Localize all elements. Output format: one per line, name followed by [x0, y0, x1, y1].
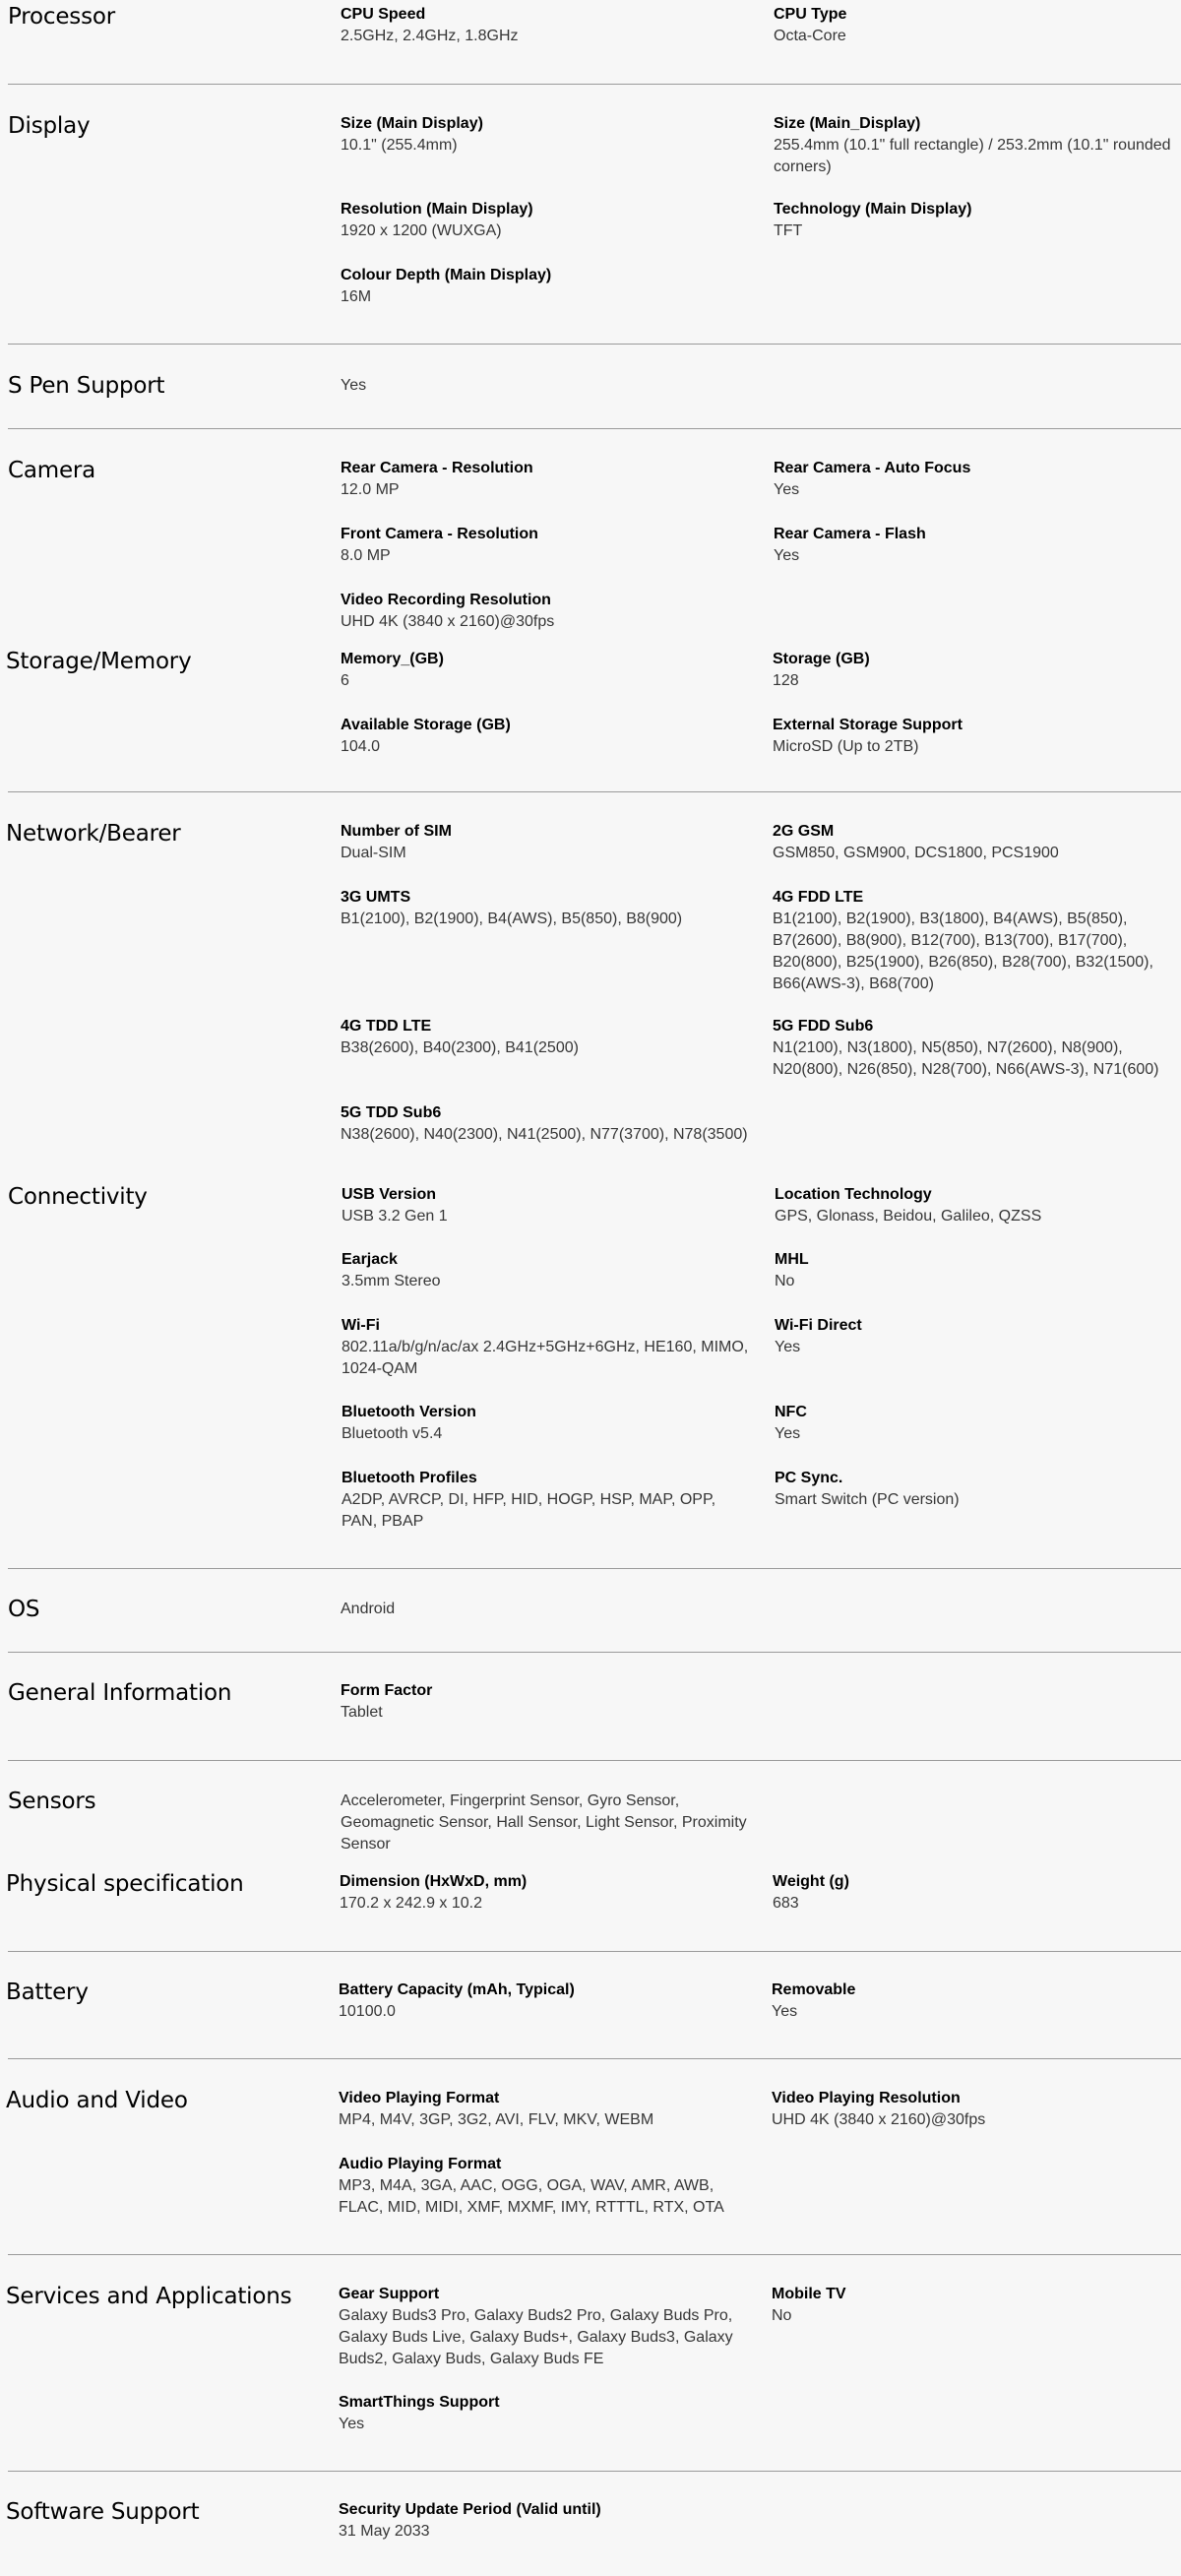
- spec-item: [341, 4, 754, 47]
- spec-item: [341, 524, 754, 567]
- spec-value: Bluetooth v5.4: [342, 1425, 443, 1442]
- spec-label: Battery Capacity (mAh, Typical): [339, 1981, 575, 1998]
- spec-item: [773, 715, 1181, 758]
- spec-item: [341, 1102, 754, 1146]
- section-title: Network/Bearer: [6, 821, 181, 847]
- spec-value: B1(2100), B2(1900), B3(1800), B4(AWS), B5(850), B7(2600), B8(900), B12(700), B13(700), B17(700), B20(800), B25(1900), B26(850), B28(700), B32(1500), B66(AWS-3), B68(700): [773, 911, 1153, 992]
- spec-item: [340, 1871, 753, 1915]
- spec-value: Accelerometer, Fingerprint Sensor, Gyro Sensor, Geomagnetic Sensor, Hall Sensor, Light Sensor, Proximity Sensor: [341, 1792, 747, 1853]
- spec-value: Yes: [775, 1425, 801, 1442]
- spec-value: 3.5mm Stereo: [342, 1273, 441, 1289]
- spec-value: MP3, M4A, 3GA, AAC, OGG, OGA, WAV, AMR, AWB, FLAC, MID, MIDI, XMF, MXMF, IMY, RTTTL, RTX, OTA: [339, 2177, 724, 2216]
- spec-item: [339, 2392, 752, 2435]
- divider: [8, 2254, 1181, 2255]
- spec-item: [339, 2499, 752, 2543]
- spec-label: MHL: [775, 1251, 809, 1268]
- spec-label: Form Factor: [341, 1682, 433, 1699]
- section-title: Battery: [6, 1979, 89, 2005]
- spec-item: [775, 1249, 1181, 1292]
- spec-label: Rear Camera - Auto Focus: [774, 460, 971, 476]
- spec-label: 4G TDD LTE: [341, 1018, 432, 1035]
- spec-label: Front Camera - Resolution: [341, 526, 538, 542]
- spec-label: 5G FDD Sub6: [773, 1018, 874, 1035]
- spec-value: 683: [773, 1895, 799, 1912]
- spec-value: Yes: [775, 1339, 801, 1355]
- spec-item: [775, 1468, 1181, 1511]
- spec-item: [773, 649, 1181, 692]
- section-title: OS: [8, 1597, 40, 1622]
- spec-value: 2.5GHz, 2.4GHz, 1.8GHz: [341, 28, 519, 44]
- spec-label: SmartThings Support: [339, 2394, 500, 2411]
- spec-item: [341, 1599, 754, 1620]
- spec-label: Removable: [772, 1981, 856, 1998]
- spec-value: B1(2100), B2(1900), B4(AWS), B5(850), B8(900): [341, 911, 683, 927]
- spec-label: CPU Speed: [341, 6, 426, 23]
- spec-value: Octa-Core: [774, 28, 846, 44]
- spec-value: Tablet: [341, 1704, 383, 1721]
- spec-value: TFT: [774, 222, 803, 239]
- spec-item: [774, 458, 1181, 501]
- spec-label: Rear Camera - Resolution: [341, 460, 533, 476]
- spec-label: Wi-Fi: [342, 1317, 380, 1334]
- spec-value: Galaxy Buds3 Pro, Galaxy Buds2 Pro, Galaxy Buds Pro, Galaxy Buds Live, Galaxy Buds+, Galaxy Buds3, Galaxy Buds2, Galaxy Buds, Galaxy Buds FE: [339, 2307, 733, 2367]
- spec-item: [341, 1680, 754, 1724]
- spec-value: Smart Switch (PC version): [775, 1491, 960, 1508]
- spec-item: [772, 2284, 1181, 2327]
- spec-item: [339, 2088, 752, 2131]
- spec-label: Video Playing Resolution: [772, 2090, 961, 2106]
- spec-value: 16M: [341, 288, 372, 305]
- section-title: Services and Applications: [6, 2284, 292, 2309]
- divider: [8, 344, 1181, 345]
- spec-label: Size (Main Display): [341, 115, 483, 132]
- spec-value: GPS, Glonass, Beidou, Galileo, QZSS: [775, 1208, 1042, 1225]
- spec-label: Weight (g): [773, 1873, 849, 1890]
- spec-label: Video Recording Resolution: [341, 592, 551, 608]
- section-title: General Information: [8, 1680, 232, 1706]
- divider: [8, 84, 1181, 85]
- spec-value: 255.4mm (10.1" full rectangle) / 253.2mm (10.1" rounded corners): [774, 137, 1171, 175]
- section-title: Connectivity: [8, 1184, 148, 1210]
- spec-value: 104.0: [341, 738, 381, 755]
- spec-item: [341, 887, 754, 930]
- spec-item: [342, 1468, 755, 1533]
- spec-item: [342, 1184, 755, 1227]
- divider: [8, 1568, 1181, 1569]
- section-title: Processor: [8, 4, 115, 30]
- spec-value: B38(2600), B40(2300), B41(2500): [341, 1039, 579, 1056]
- divider: [8, 1951, 1181, 1952]
- spec-value: 170.2 x 242.9 x 10.2: [340, 1895, 482, 1912]
- spec-label: Memory_(GB): [341, 651, 444, 667]
- spec-item: [772, 2088, 1181, 2131]
- divider: [8, 2471, 1181, 2472]
- spec-label: PC Sync.: [775, 1470, 843, 1486]
- spec-item: [339, 2284, 752, 2370]
- spec-label: Available Storage (GB): [341, 717, 511, 733]
- spec-label: Storage (GB): [773, 651, 870, 667]
- spec-item: [774, 199, 1181, 242]
- section-title: Software Support: [6, 2499, 200, 2525]
- spec-value: No: [772, 2307, 792, 2324]
- spec-label: Bluetooth Version: [342, 1404, 476, 1420]
- spec-label: CPU Type: [774, 6, 847, 23]
- spec-value: 31 May 2033: [339, 2523, 430, 2540]
- spec-label: Security Update Period (Valid until): [339, 2501, 601, 2518]
- spec-label: Resolution (Main Display): [341, 201, 533, 218]
- spec-item: [342, 1315, 755, 1380]
- spec-value: MicroSD (Up to 2TB): [773, 738, 919, 755]
- spec-item: [341, 113, 754, 157]
- spec-item: [775, 1402, 1181, 1445]
- spec-label: Gear Support: [339, 2286, 440, 2302]
- spec-value: GSM850, GSM900, DCS1800, PCS1900: [773, 845, 1059, 861]
- spec-value: UHD 4K (3840 x 2160)@30fps: [341, 613, 555, 630]
- spec-item: [341, 715, 754, 758]
- spec-label: Wi-Fi Direct: [775, 1317, 862, 1334]
- spec-label: NFC: [775, 1404, 807, 1420]
- spec-label: Audio Playing Format: [339, 2156, 502, 2172]
- section-title: Sensors: [8, 1789, 96, 1814]
- spec-value: Android: [341, 1601, 396, 1617]
- spec-value: 10100.0: [339, 2003, 396, 2020]
- divider: [8, 428, 1181, 429]
- spec-value: 128: [773, 672, 799, 689]
- spec-item: [341, 375, 754, 397]
- spec-item: [774, 113, 1181, 178]
- spec-item: [341, 458, 754, 501]
- spec-label: Earjack: [342, 1251, 398, 1268]
- spec-item: [341, 265, 754, 308]
- spec-value: N38(2600), N40(2300), N41(2500), N77(3700), N78(3500): [341, 1126, 748, 1143]
- spec-label: Size (Main_Display): [774, 115, 921, 132]
- spec-value: No: [775, 1273, 795, 1289]
- spec-label: Mobile TV: [772, 2286, 846, 2302]
- spec-item: [339, 1979, 752, 2023]
- spec-value: Dual-SIM: [341, 845, 406, 861]
- spec-value: Yes: [772, 2003, 798, 2020]
- spec-label: Dimension (HxWxD, mm): [340, 1873, 528, 1890]
- spec-label: Technology (Main Display): [774, 201, 972, 218]
- spec-item: [342, 1402, 755, 1445]
- divider: [8, 791, 1181, 792]
- spec-item: [773, 1016, 1181, 1081]
- spec-value: 802.11a/b/g/n/ac/ax 2.4GHz+5GHz+6GHz, HE160, MIMO, 1024-QAM: [342, 1339, 749, 1377]
- spec-item: [342, 1249, 755, 1292]
- divider: [8, 2058, 1181, 2059]
- spec-value: Yes: [341, 377, 367, 394]
- spec-label: Colour Depth (Main Display): [341, 267, 552, 283]
- spec-label: 4G FDD LTE: [773, 889, 864, 906]
- spec-label: USB Version: [342, 1186, 437, 1203]
- spec-item: [341, 1791, 754, 1855]
- spec-value: MP4, M4V, 3GP, 3G2, AVI, FLV, MKV, WEBM: [339, 2111, 654, 2128]
- divider: [8, 1652, 1181, 1653]
- spec-item: [775, 1315, 1181, 1358]
- spec-value: 10.1" (255.4mm): [341, 137, 458, 154]
- spec-item: [772, 1979, 1181, 2023]
- spec-label: 3G UMTS: [341, 889, 411, 906]
- spec-label: Bluetooth Profiles: [342, 1470, 477, 1486]
- section-title: S Pen Support: [8, 373, 165, 399]
- spec-value: 1920 x 1200 (WUXGA): [341, 222, 502, 239]
- spec-label: Location Technology: [775, 1186, 932, 1203]
- section-title: Physical specification: [6, 1871, 244, 1897]
- spec-value: UHD 4K (3840 x 2160)@30fps: [772, 2111, 986, 2128]
- spec-value: Yes: [774, 481, 800, 498]
- spec-item: [773, 1871, 1181, 1915]
- spec-item: [341, 199, 754, 242]
- spec-label: External Storage Support: [773, 717, 963, 733]
- section-title: Audio and Video: [6, 2088, 188, 2113]
- spec-item: [341, 649, 754, 692]
- spec-value: 8.0 MP: [341, 547, 391, 564]
- spec-value: USB 3.2 Gen 1: [342, 1208, 448, 1225]
- section-title: Storage/Memory: [6, 649, 192, 674]
- spec-item: [339, 2154, 752, 2219]
- spec-value: A2DP, AVRCP, DI, HFP, HID, HOGP, HSP, MAP, OPP, PAN, PBAP: [342, 1491, 716, 1530]
- spec-value: Yes: [339, 2416, 365, 2432]
- divider: [8, 1760, 1181, 1761]
- spec-value: Yes: [774, 547, 800, 564]
- spec-item: [773, 887, 1181, 995]
- spec-value: N1(2100), N3(1800), N5(850), N7(2600), N8(900), N20(800), N26(850), N28(700), N66(AWS-3), N71(600): [773, 1039, 1159, 1078]
- section-title: Display: [8, 113, 91, 139]
- spec-value: 12.0 MP: [341, 481, 400, 498]
- spec-label: Rear Camera - Flash: [774, 526, 926, 542]
- spec-item: [773, 821, 1181, 864]
- spec-item: [341, 1016, 754, 1059]
- spec-label: 2G GSM: [773, 823, 835, 840]
- spec-label: Number of SIM: [341, 823, 452, 840]
- spec-value: 6: [341, 672, 349, 689]
- spec-item: [341, 821, 754, 864]
- spec-item: [341, 590, 754, 633]
- section-title: Camera: [8, 458, 96, 483]
- spec-label: Video Playing Format: [339, 2090, 500, 2106]
- spec-item: [774, 4, 1181, 47]
- spec-label: 5G TDD Sub6: [341, 1104, 442, 1121]
- spec-item: [775, 1184, 1181, 1227]
- spec-item: [774, 524, 1181, 567]
